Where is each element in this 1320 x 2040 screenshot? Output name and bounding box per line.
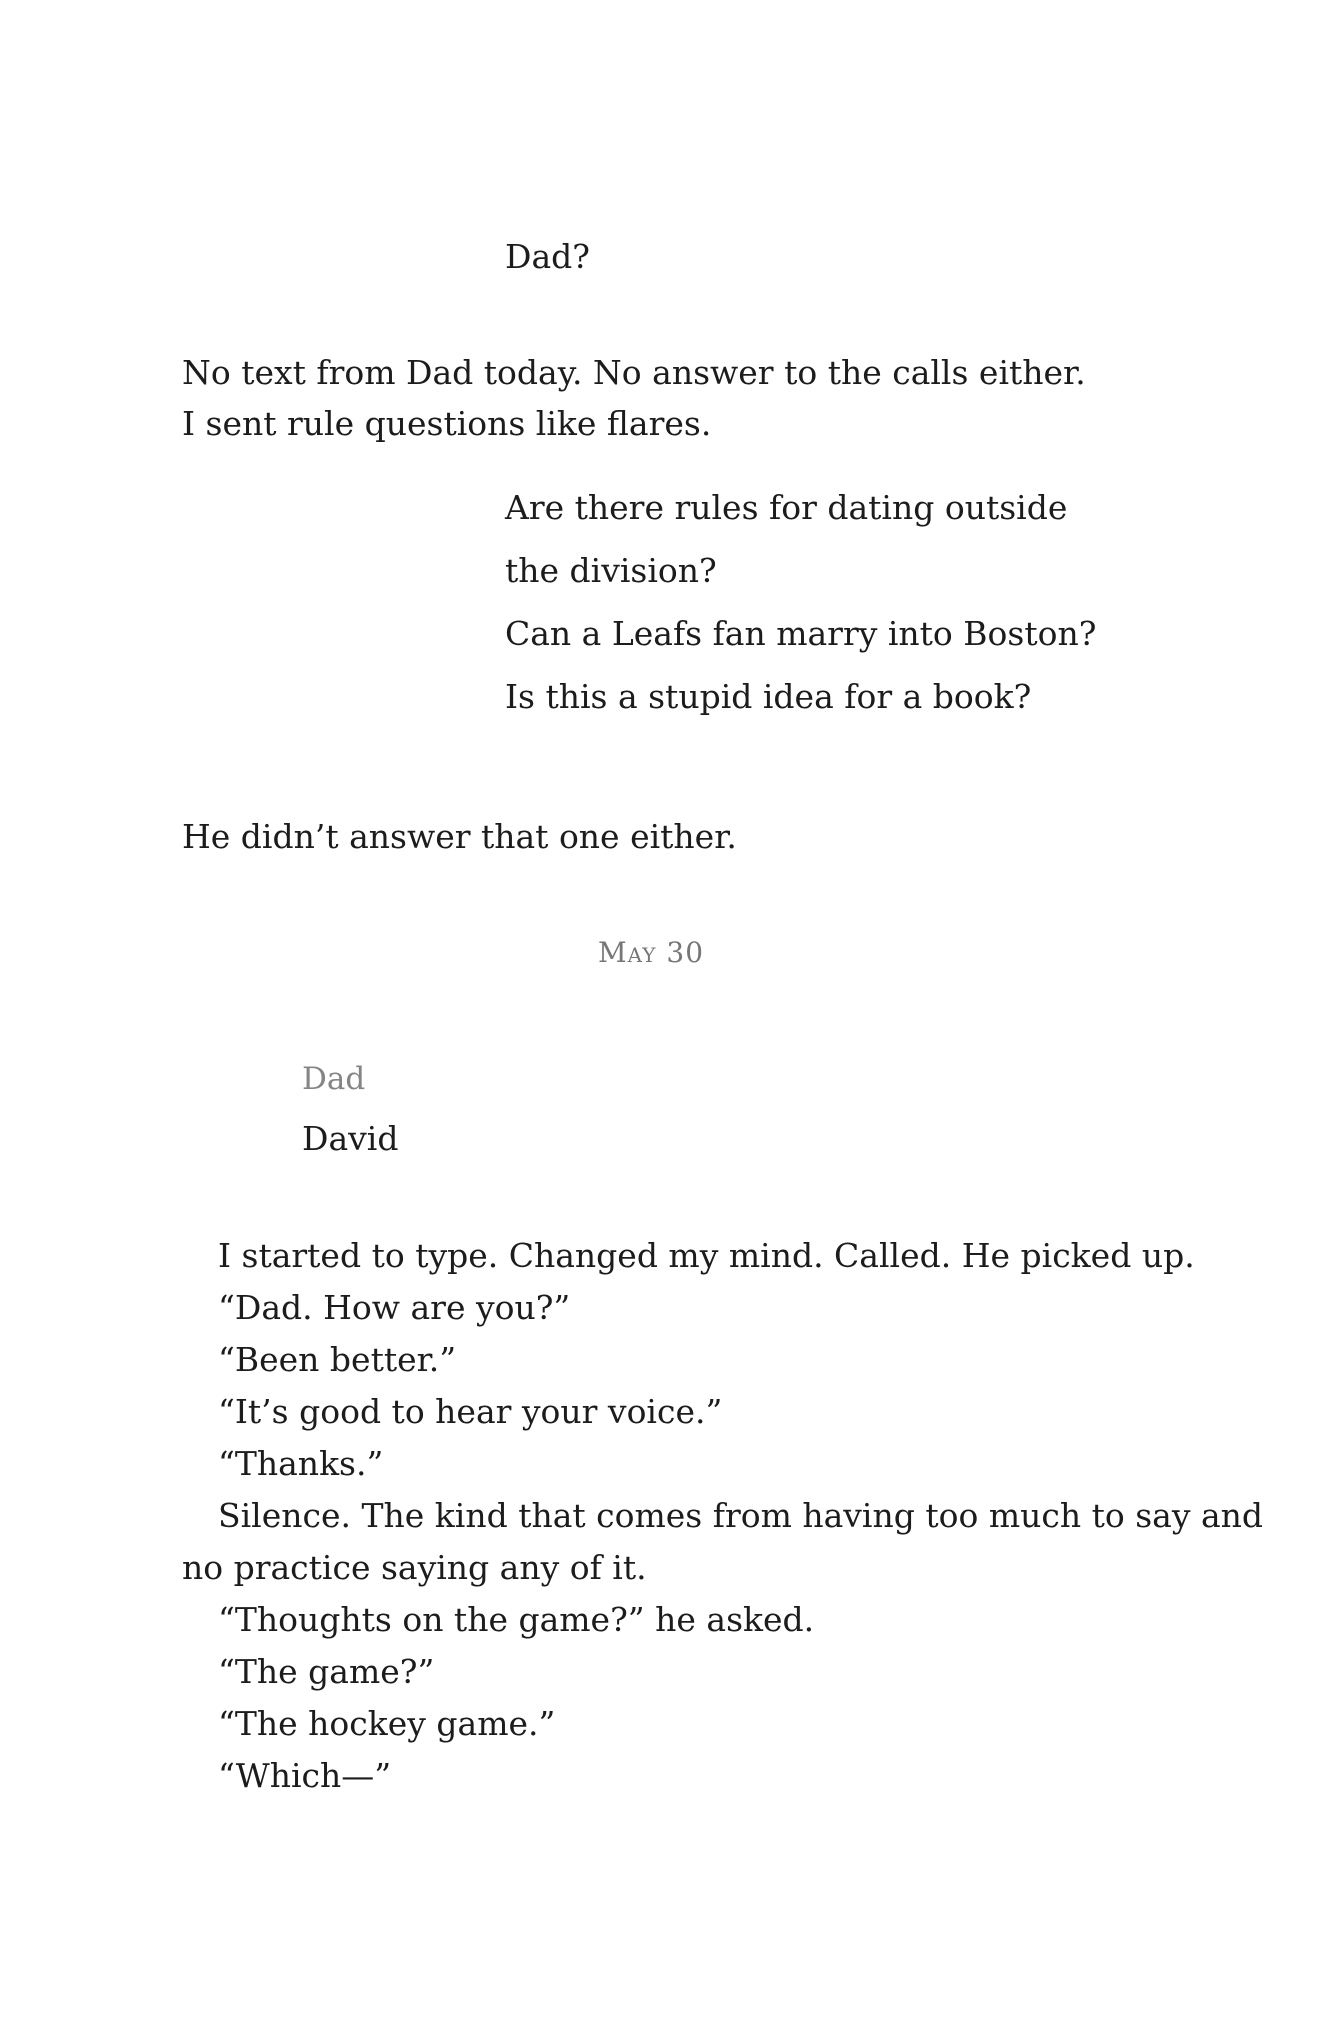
story-line-4: “It’s good to hear your voice.” xyxy=(218,1392,723,1431)
sent-message-dad: Dad? xyxy=(505,237,590,276)
date-header: May 30 xyxy=(598,936,705,969)
question-line-4: Is this a stupid idea for a book? xyxy=(505,677,1032,716)
story-line-5: “Thanks.” xyxy=(218,1444,384,1483)
question-line-2: the division? xyxy=(505,551,717,590)
story-line-1: I started to type. Changed my mind. Called. He picked up. xyxy=(218,1236,1195,1275)
story-line-3: “Been better.” xyxy=(218,1340,457,1379)
received-message: David xyxy=(302,1119,399,1158)
story-line-10: “The hockey game.” xyxy=(218,1704,556,1743)
story-line-2: “Dad. How are you?” xyxy=(218,1288,571,1327)
story-line-11: “Which—” xyxy=(218,1756,392,1795)
question-line-1: Are there rules for dating outside xyxy=(505,488,1068,527)
story-line-9: “The game?” xyxy=(218,1652,435,1691)
story-line-6: Silence. The kind that comes from having too much to say and xyxy=(218,1496,1264,1535)
question-line-3: Can a Leafs fan marry into Boston? xyxy=(505,614,1097,653)
story-line-8: “Thoughts on the game?” he asked. xyxy=(218,1600,815,1639)
message-sender: Dad xyxy=(302,1061,366,1097)
story-line-7: no practice saying any of it. xyxy=(182,1548,647,1587)
narration-line-2: I sent rule questions like flares. xyxy=(182,404,712,443)
narration-line-1: No text from Dad today. No answer to the calls either. xyxy=(182,353,1086,392)
narration-after: He didn’t answer that one either. xyxy=(182,817,737,856)
